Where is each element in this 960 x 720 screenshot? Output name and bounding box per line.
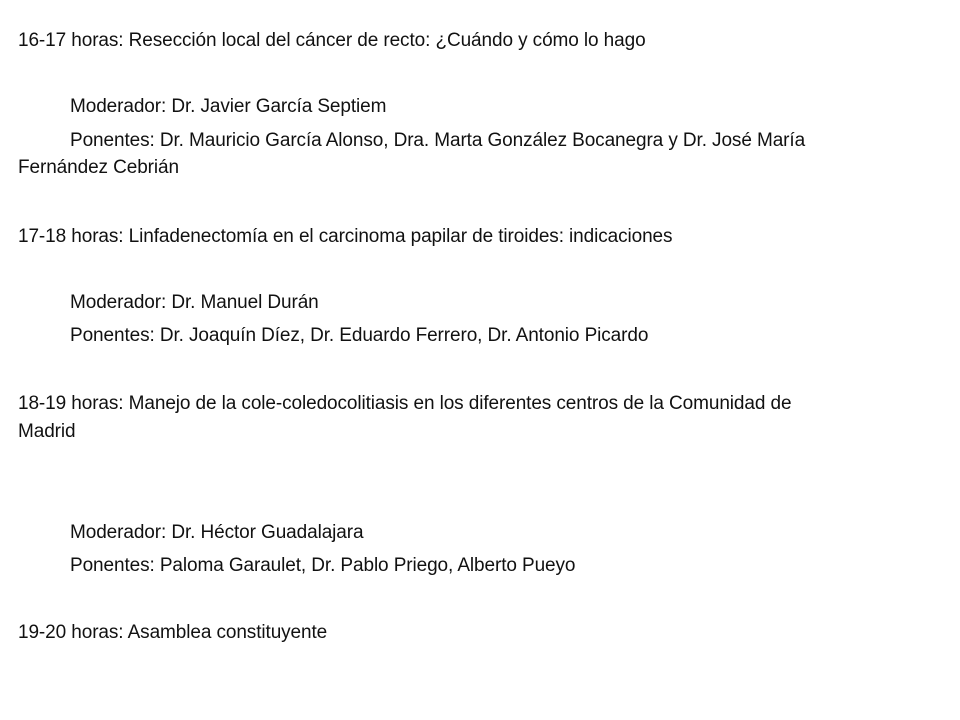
session-2-speakers: Ponentes: Dr. Joaquín Díez, Dr. Eduardo Ferrero, Dr. Antonio Picardo bbox=[70, 325, 649, 346]
session-1-speakers-continued: Fernández Cebrián bbox=[18, 157, 179, 178]
session-3-moderator: Moderador: Dr. Héctor Guadalajara bbox=[70, 522, 364, 543]
session-3-speakers: Ponentes: Paloma Garaulet, Dr. Pablo Priego, Alberto Pueyo bbox=[70, 555, 576, 576]
session-2-title: 17-18 horas: Linfadenectomía en el carcinoma papilar de tiroides: indicaciones bbox=[18, 226, 673, 247]
session-4-title: 19-20 horas: Asamblea constituyente bbox=[18, 622, 328, 643]
session-1-title: 16-17 horas: Resección local del cáncer de recto: ¿Cuándo y cómo lo hago bbox=[18, 30, 646, 51]
session-3-title: 18-19 horas: Manejo de la cole-coledocolitiasis en los diferentes centros de la Comunidad de bbox=[18, 393, 792, 414]
session-1-speakers: Ponentes: Dr. Mauricio García Alonso, Dra. Marta González Bocanegra y Dr. José María bbox=[70, 130, 806, 151]
session-2-moderator: Moderador: Dr. Manuel Durán bbox=[70, 292, 319, 313]
session-3-title-continued: Madrid bbox=[18, 421, 76, 442]
session-1-moderator: Moderador: Dr. Javier García Septiem bbox=[70, 96, 387, 117]
